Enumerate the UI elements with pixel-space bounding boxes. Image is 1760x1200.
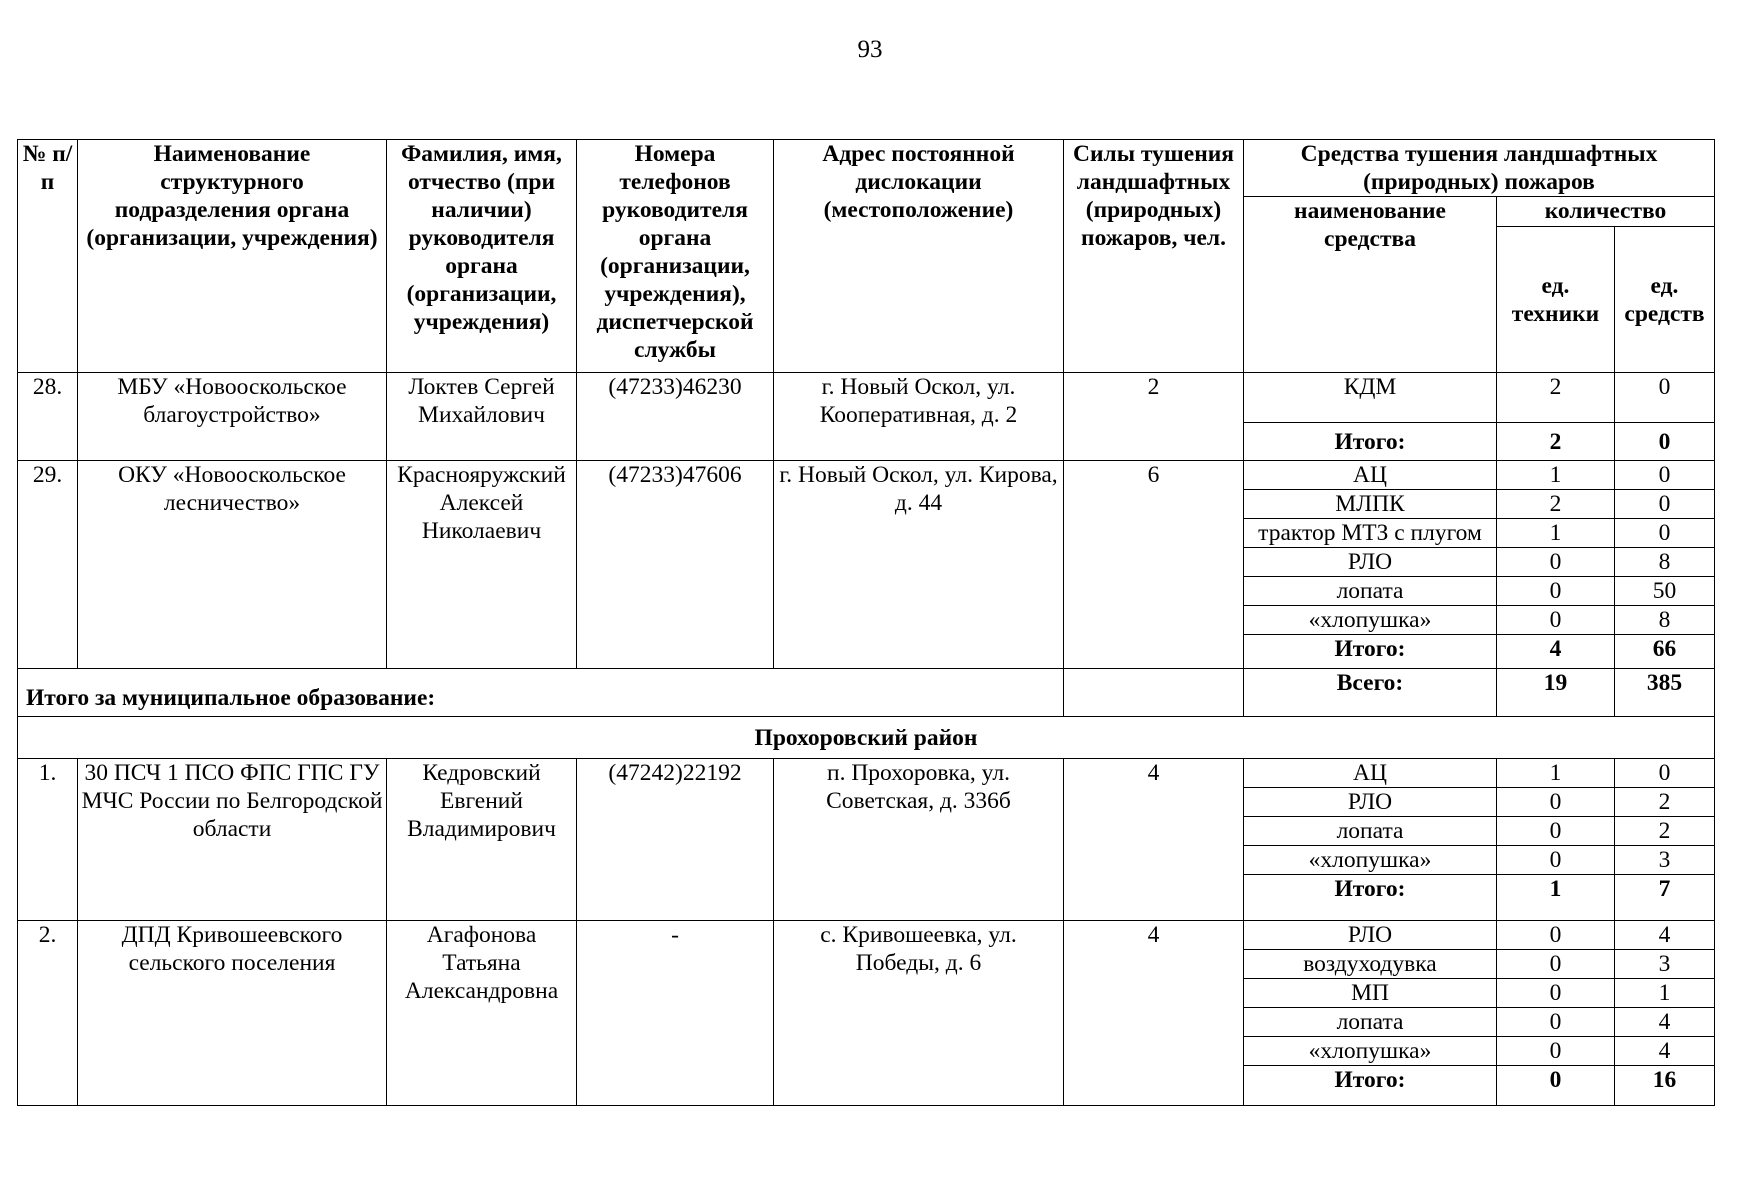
means-count: 4 — [1615, 1008, 1715, 1037]
header-unit-name: Наименование структурного подразделения органа (организации, учреждения) — [78, 140, 387, 373]
table-row — [18, 759, 1715, 788]
header-qty-tech: ед. техники — [1497, 227, 1615, 373]
row-num: 1. — [18, 759, 78, 921]
row-unit-name: 30 ПСЧ 1 ПСО ФПС ГПС ГУ МЧС России по Белгородской области — [78, 759, 387, 921]
district-title: Прохоровский район — [18, 717, 1715, 759]
means-tech: 0 — [1497, 577, 1615, 606]
municipal-sum-means: 385 — [1615, 669, 1715, 717]
total-tech: 0 — [1497, 1066, 1615, 1106]
means-name: лопата — [1244, 1008, 1497, 1037]
means-name: «хлопушка» — [1244, 606, 1497, 635]
header-row-1 — [18, 140, 1715, 197]
row-head-name: Агафонова Татьяна Александровна — [387, 921, 577, 1106]
header-qty-means: ед. средств — [1615, 227, 1715, 373]
means-tech: 0 — [1497, 606, 1615, 635]
row-head-name: Локтев Сергей Михайлович — [387, 373, 577, 461]
means-tech: 0 — [1497, 921, 1615, 950]
row-forces: 4 — [1064, 921, 1244, 1106]
row-head-name: Кедровский Евгений Владимирович — [387, 759, 577, 921]
row-forces: 2 — [1064, 373, 1244, 461]
district-row — [18, 717, 1715, 759]
means-tech: 0 — [1497, 950, 1615, 979]
means-name: лопата — [1244, 817, 1497, 846]
municipal-sum-label: Всего: — [1244, 669, 1497, 717]
means-count: 4 — [1615, 921, 1715, 950]
means-tech: 0 — [1497, 548, 1615, 577]
row-phone: - — [577, 921, 774, 1106]
means-tech: 2 — [1497, 373, 1615, 423]
means-tech: 0 — [1497, 1037, 1615, 1066]
means-count: 3 — [1615, 846, 1715, 875]
means-name: «хлопушка» — [1244, 846, 1497, 875]
means-name: лопата — [1244, 577, 1497, 606]
means-tech: 0 — [1497, 979, 1615, 1008]
header-num: № п/п — [18, 140, 78, 373]
means-tech: 0 — [1497, 788, 1615, 817]
municipal-total-forces — [1064, 669, 1244, 717]
means-name: АЦ — [1244, 759, 1497, 788]
total-label: Итого: — [1244, 1066, 1497, 1106]
row-unit-name: ОКУ «Новооскольское лесничество» — [78, 461, 387, 669]
means-tech: 2 — [1497, 490, 1615, 519]
municipal-total-label: Итого за муниципальное образование: — [18, 669, 1064, 717]
total-label: Итого: — [1244, 423, 1497, 461]
municipal-total-row — [18, 669, 1715, 717]
page-number: 93 — [857, 36, 883, 63]
header-means-name: наименование средства — [1244, 197, 1497, 373]
row-address: г. Новый Оскол, ул. Кирова, д. 44 — [774, 461, 1064, 669]
means-name: «хлопушка» — [1244, 1037, 1497, 1066]
means-count: 0 — [1615, 759, 1715, 788]
means-count: 0 — [1615, 519, 1715, 548]
means-count: 8 — [1615, 606, 1715, 635]
header-head-name: Фамилия, имя, отчество (при наличии) руководителя органа (организации, учреждения) — [387, 140, 577, 373]
total-label: Итого: — [1244, 875, 1497, 921]
fire-means-table — [17, 139, 1715, 1106]
means-tech: 1 — [1497, 759, 1615, 788]
table-row — [18, 373, 1715, 423]
row-head-name: Краснояружский Алексей Николаевич — [387, 461, 577, 669]
row-address: п. Прохоровка, ул. Советская, д. 336б — [774, 759, 1064, 921]
table-row — [18, 461, 1715, 490]
table-row — [18, 921, 1715, 950]
row-num: 2. — [18, 921, 78, 1106]
means-count: 1 — [1615, 979, 1715, 1008]
means-name: РЛО — [1244, 548, 1497, 577]
header-phones: Номера телефонов руководителя органа (организации, учреждения), диспетчерской службы — [577, 140, 774, 373]
row-phone: (47233)46230 — [577, 373, 774, 461]
total-tech: 1 — [1497, 875, 1615, 921]
means-tech: 1 — [1497, 519, 1615, 548]
means-name: МП — [1244, 979, 1497, 1008]
means-count: 2 — [1615, 788, 1715, 817]
means-tech: 0 — [1497, 1008, 1615, 1037]
row-num: 28. — [18, 373, 78, 461]
means-name: МЛПК — [1244, 490, 1497, 519]
total-means: 66 — [1615, 635, 1715, 669]
row-forces: 6 — [1064, 461, 1244, 669]
total-means: 16 — [1615, 1066, 1715, 1106]
means-count: 8 — [1615, 548, 1715, 577]
row-unit-name: ДПД Кривошеевского сельского поселения — [78, 921, 387, 1106]
means-count: 0 — [1615, 461, 1715, 490]
total-tech: 2 — [1497, 423, 1615, 461]
means-name: РЛО — [1244, 788, 1497, 817]
row-unit-name: МБУ «Новооскольское благоустройство» — [78, 373, 387, 461]
total-tech: 4 — [1497, 635, 1615, 669]
total-label: Итого: — [1244, 635, 1497, 669]
means-name: воздуходувка — [1244, 950, 1497, 979]
row-address: г. Новый Оскол, ул. Кооперативная, д. 2 — [774, 373, 1064, 461]
means-count: 2 — [1615, 817, 1715, 846]
means-name: АЦ — [1244, 461, 1497, 490]
row-forces: 4 — [1064, 759, 1244, 921]
municipal-sum-tech: 19 — [1497, 669, 1615, 717]
means-count: 3 — [1615, 950, 1715, 979]
means-count: 0 — [1615, 490, 1715, 519]
header-forces: Силы тушения ландшафтных (природных) пожаров, чел. — [1064, 140, 1244, 373]
header-means-group: Средства тушения ландшафтных (природных) пожаров — [1244, 140, 1715, 197]
row-phone: (47233)47606 — [577, 461, 774, 669]
means-name: РЛО — [1244, 921, 1497, 950]
means-name: КДМ — [1244, 373, 1497, 423]
row-num: 29. — [18, 461, 78, 669]
row-address: с. Кривошеевка, ул. Победы, д. 6 — [774, 921, 1064, 1106]
means-tech: 0 — [1497, 846, 1615, 875]
total-means: 7 — [1615, 875, 1715, 921]
row-phone: (47242)22192 — [577, 759, 774, 921]
header-quantity: количество — [1497, 197, 1715, 227]
means-count: 4 — [1615, 1037, 1715, 1066]
means-tech: 1 — [1497, 461, 1615, 490]
means-name: трактор МТЗ с плугом — [1244, 519, 1497, 548]
means-count: 0 — [1615, 373, 1715, 423]
header-address: Адрес постоянной дислокации (местоположение) — [774, 140, 1064, 373]
means-tech: 0 — [1497, 817, 1615, 846]
total-means: 0 — [1615, 423, 1715, 461]
means-count: 50 — [1615, 577, 1715, 606]
